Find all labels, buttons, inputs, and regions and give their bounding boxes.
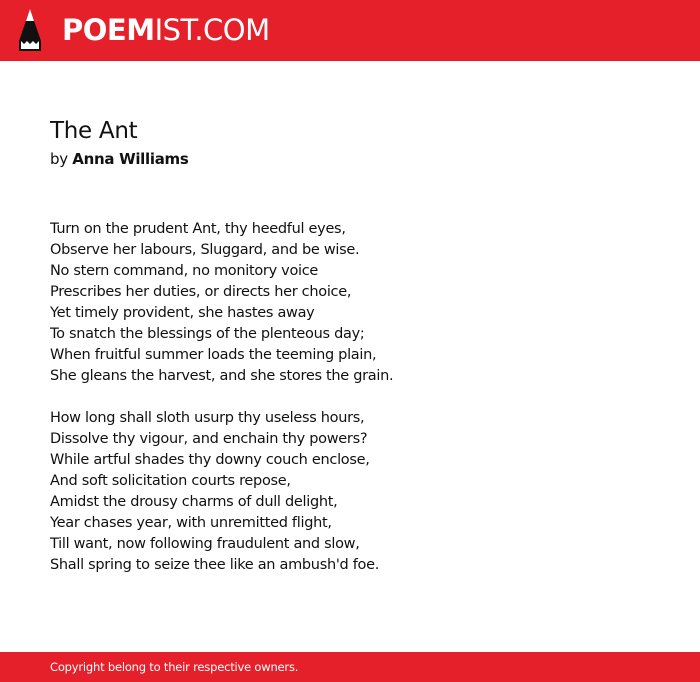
poem-line: Yet timely provident, she hastes away	[50, 305, 315, 321]
poem-line: Dissolve thy vigour, and enchain thy powers?	[50, 431, 368, 447]
poem-line: No stern command, no monitory voice	[50, 263, 319, 279]
poem-body	[50, 219, 393, 597]
logo-light-text: IST.COM	[154, 13, 270, 47]
site-logo[interactable]	[62, 13, 270, 47]
stanza-2	[50, 408, 393, 576]
poem-line: Observe her labours, Sluggard, and be wise.	[50, 242, 360, 258]
poem-line: Till want, now following fraudulent and slow,	[50, 536, 360, 552]
poem-line: When fruitful summer loads the teeming plain,	[50, 347, 377, 363]
poem-line: Turn on the prudent Ant, thy heedful eyes,	[50, 221, 346, 237]
poem-line: How long shall sloth usurp thy useless hours,	[50, 410, 365, 426]
by-label: by	[50, 150, 68, 168]
stanza-1	[50, 219, 393, 387]
site-footer	[0, 652, 700, 682]
pencil-tip-icon[interactable]	[17, 8, 43, 52]
poem-line: Shall spring to seize thee like an ambush'd foe.	[50, 557, 380, 573]
poem-line: Prescribes her duties, or directs her choice,	[50, 284, 352, 300]
poem-title: The Ant	[50, 118, 138, 144]
logo-bold-text: POEM	[62, 13, 155, 47]
poem-line: And soft solicitation courts repose,	[50, 473, 291, 489]
poem-byline	[50, 149, 188, 169]
site-header	[0, 0, 700, 61]
poem-line: To snatch the blessings of the plenteous day;	[50, 326, 365, 342]
poem-line: Year chases year, with unremitted flight,	[50, 515, 332, 531]
poem-line: She gleans the harvest, and she stores the grain.	[50, 368, 394, 384]
copyright-text: Copyright belong to their respective owners.	[50, 660, 299, 674]
poem-line: Amidst the drousy charms of dull delight,	[50, 494, 338, 510]
poem-author: Anna Williams	[72, 150, 189, 168]
poem-line: While artful shades thy downy couch enclose,	[50, 452, 370, 468]
